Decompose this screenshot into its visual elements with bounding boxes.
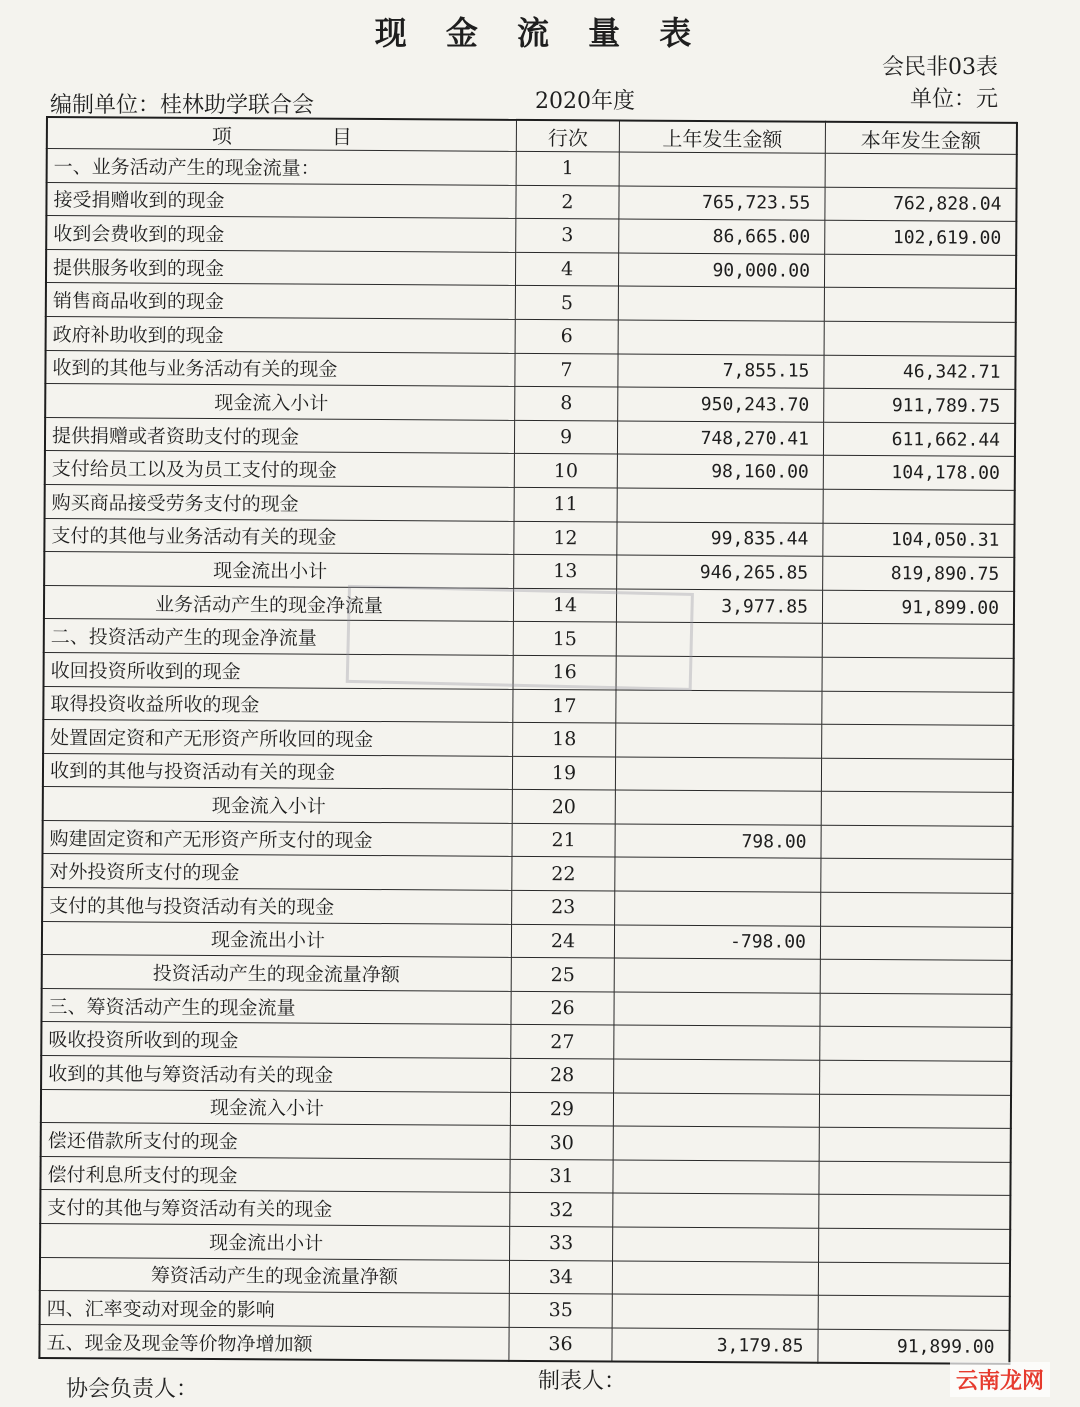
row-line-no: 22 xyxy=(512,857,615,891)
header-curr-year: 本年发生金额 xyxy=(825,122,1017,155)
row-item-label: 处置固定资和产无形资产所收回的现金 xyxy=(43,720,513,756)
row-prev-amount xyxy=(618,320,824,355)
row-item-label: 现金流入小计 xyxy=(43,787,513,823)
row-curr-amount xyxy=(821,825,1013,860)
row-item-label: 筹资活动产生的现金流量净额 xyxy=(40,1257,510,1293)
row-prev-amount: 86,665.00 xyxy=(619,219,825,254)
row-item-label: 一、业务活动产生的现金流量： xyxy=(47,149,517,185)
form-code: 会民非03表 xyxy=(882,55,998,80)
row-item-label: 购建固定资和产无形资产所支付的现金 xyxy=(42,820,512,856)
row-line-no: 11 xyxy=(514,487,617,521)
row-item-label: 收到的其他与投资活动有关的现金 xyxy=(43,753,513,789)
row-item-label: 二、投资活动产生的现金净流量 xyxy=(44,619,514,655)
row-line-no: 32 xyxy=(510,1193,613,1227)
row-prev-amount xyxy=(613,1126,819,1161)
row-item-label: 提供捐赠或者资助支付的现金 xyxy=(45,417,515,453)
row-prev-amount xyxy=(613,1227,819,1262)
row-curr-amount xyxy=(821,758,1013,793)
row-item-label: 收回投资所收到的现金 xyxy=(44,652,514,688)
row-line-no: 2 xyxy=(516,185,619,219)
row-curr-amount xyxy=(819,1127,1011,1162)
row-item-label: 销售商品收到的现金 xyxy=(46,283,516,319)
currency-unit: 单位：元 xyxy=(909,87,998,112)
row-line-no: 20 xyxy=(512,790,615,824)
row-prev-amount: 3,977.85 xyxy=(616,589,822,624)
row-curr-amount: 762,828.04 xyxy=(825,187,1017,222)
row-line-no: 21 xyxy=(512,823,615,857)
row-prev-amount xyxy=(612,1261,818,1296)
fiscal-year: 2020年度 xyxy=(535,89,635,114)
row-prev-amount: 98,160.00 xyxy=(617,454,823,489)
row-item-label: 支付给员工以及为员工支付的现金 xyxy=(45,451,515,487)
row-curr-amount xyxy=(825,153,1017,188)
cash-flow-sheet xyxy=(38,116,1018,1372)
row-curr-amount: 102,619.00 xyxy=(825,220,1017,255)
table-row xyxy=(39,1324,1009,1364)
row-curr-amount xyxy=(823,489,1015,524)
row-line-no: 24 xyxy=(511,924,614,958)
row-prev-amount: 748,270.41 xyxy=(617,421,823,456)
row-prev-amount: 3,179.85 xyxy=(612,1328,818,1363)
row-line-no: 3 xyxy=(516,219,619,253)
row-line-no: 6 xyxy=(515,319,618,353)
row-curr-amount xyxy=(824,288,1016,323)
row-curr-amount xyxy=(818,1262,1010,1297)
row-curr-amount xyxy=(819,1195,1011,1230)
association-leader-label: 协会负责人： xyxy=(66,1377,199,1402)
row-prev-amount: 765,723.55 xyxy=(619,186,825,221)
row-line-no: 35 xyxy=(509,1294,612,1328)
preparer-label: 制表人： xyxy=(538,1369,627,1394)
organization: 编制单位：桂林助学联合会 xyxy=(50,93,315,118)
row-item-label: 支付的其他与筹资活动有关的现金 xyxy=(40,1190,510,1226)
row-line-no: 9 xyxy=(514,420,617,454)
page-title: 现 金 流 量 表 xyxy=(374,14,706,52)
site-watermark: 云南龙网 xyxy=(950,1362,1050,1397)
row-item-label: 现金流出小计 xyxy=(40,1223,510,1259)
row-item-label: 现金流入小计 xyxy=(41,1089,511,1125)
row-line-no: 36 xyxy=(509,1327,612,1362)
row-item-label: 收到会费收到的现金 xyxy=(46,216,516,252)
row-prev-amount xyxy=(615,891,821,926)
row-prev-amount xyxy=(615,790,821,825)
row-curr-amount xyxy=(821,792,1013,827)
row-item-label: 四、汇率变动对现金的影响 xyxy=(40,1291,510,1327)
row-line-no: 29 xyxy=(510,1092,613,1126)
row-item-label: 现金流入小计 xyxy=(45,384,515,420)
row-curr-amount: 104,050.31 xyxy=(823,523,1015,558)
row-curr-amount: 911,789.75 xyxy=(824,388,1016,423)
row-curr-amount xyxy=(819,1060,1011,1095)
row-item-label: 支付的其他与业务活动有关的现金 xyxy=(44,518,514,554)
row-curr-amount xyxy=(818,1228,1010,1263)
row-prev-amount xyxy=(615,857,821,892)
header-line-no: 行次 xyxy=(516,120,619,152)
row-curr-amount: 91,899.00 xyxy=(818,1329,1010,1364)
row-curr-amount xyxy=(822,724,1014,759)
row-item-label: 偿付利息所支付的现金 xyxy=(40,1156,510,1192)
row-curr-amount xyxy=(822,657,1014,692)
row-line-no: 7 xyxy=(515,353,618,387)
row-line-no: 28 xyxy=(511,1058,614,1092)
row-item-label: 投资活动产生的现金流量净额 xyxy=(42,955,512,991)
row-prev-amount: 99,835.44 xyxy=(617,522,823,557)
row-prev-amount xyxy=(613,1093,819,1128)
row-line-no: 23 xyxy=(512,890,615,924)
row-curr-amount xyxy=(819,1094,1011,1129)
cash-flow-table xyxy=(38,116,1018,1365)
row-line-no: 10 xyxy=(514,454,617,488)
row-line-no: 14 xyxy=(513,588,616,622)
row-item-label: 购买商品接受劳务支付的现金 xyxy=(45,484,515,520)
row-prev-amount xyxy=(616,689,822,724)
row-curr-amount xyxy=(820,926,1012,961)
row-line-no: 16 xyxy=(513,655,616,689)
row-line-no: 4 xyxy=(516,252,619,286)
row-curr-amount xyxy=(818,1295,1010,1330)
row-line-no: 15 xyxy=(513,622,616,656)
row-item-label: 现金流出小计 xyxy=(42,921,512,957)
row-item-label: 偿还借款所支付的现金 xyxy=(41,1123,511,1159)
row-line-no: 33 xyxy=(510,1226,613,1260)
row-prev-amount xyxy=(613,1160,819,1195)
row-line-no: 27 xyxy=(511,1025,614,1059)
row-curr-amount: 46,342.71 xyxy=(824,355,1016,390)
row-curr-amount: 819,890.75 xyxy=(823,556,1015,591)
row-item-label: 支付的其他与投资活动有关的现金 xyxy=(42,888,512,924)
row-prev-amount: 798.00 xyxy=(615,824,821,859)
row-line-no: 13 xyxy=(514,554,617,588)
row-item-label: 提供服务收到的现金 xyxy=(46,249,516,285)
row-prev-amount xyxy=(613,1193,819,1228)
row-line-no: 25 xyxy=(511,958,614,992)
header-prev-year: 上年发生金额 xyxy=(619,121,825,154)
row-prev-amount xyxy=(615,757,821,792)
row-curr-amount xyxy=(824,254,1016,289)
row-prev-amount: 946,265.85 xyxy=(617,555,823,590)
row-prev-amount xyxy=(614,1059,820,1094)
row-line-no: 19 xyxy=(512,756,615,790)
row-line-no: 17 xyxy=(513,689,616,723)
row-line-no: 31 xyxy=(510,1159,613,1193)
row-curr-amount xyxy=(822,691,1014,726)
row-line-no: 34 xyxy=(509,1260,612,1294)
row-line-no: 1 xyxy=(516,151,619,185)
row-curr-amount: 611,662.44 xyxy=(823,422,1015,457)
row-curr-amount xyxy=(821,892,1013,927)
row-line-no: 5 xyxy=(515,286,618,320)
row-line-no: 26 xyxy=(511,991,614,1025)
row-item-label: 吸收投资所收到的现金 xyxy=(41,1022,511,1058)
row-prev-amount xyxy=(612,1294,818,1329)
row-prev-amount xyxy=(619,152,825,187)
row-item-label: 收到的其他与业务活动有关的现金 xyxy=(45,350,515,386)
row-prev-amount: 950,243.70 xyxy=(618,387,824,422)
row-prev-amount xyxy=(617,488,823,523)
row-line-no: 8 xyxy=(515,387,618,421)
row-item-label: 现金流出小计 xyxy=(44,552,514,588)
row-prev-amount xyxy=(614,992,820,1027)
row-curr-amount xyxy=(819,1161,1011,1196)
row-curr-amount xyxy=(820,1027,1012,1062)
row-curr-amount: 91,899.00 xyxy=(822,590,1014,625)
row-prev-amount: 90,000.00 xyxy=(618,253,824,288)
row-item-label: 接受捐赠收到的现金 xyxy=(46,182,516,218)
row-line-no: 12 xyxy=(514,521,617,555)
row-prev-amount xyxy=(616,723,822,758)
row-prev-amount xyxy=(614,1025,820,1060)
row-prev-amount: -798.00 xyxy=(614,925,820,960)
row-curr-amount xyxy=(820,959,1012,994)
row-curr-amount: 104,178.00 xyxy=(823,456,1015,491)
row-curr-amount xyxy=(822,624,1014,659)
row-line-no: 18 xyxy=(513,722,616,756)
row-curr-amount xyxy=(821,859,1013,894)
row-prev-amount xyxy=(618,286,824,321)
faded-stamp xyxy=(346,585,694,691)
row-item-label: 对外投资所支付的现金 xyxy=(42,854,512,890)
row-item-label: 五、现金及现金等价物净增加额 xyxy=(39,1324,509,1361)
row-item-label: 取得投资收益所收的现金 xyxy=(43,686,513,722)
row-item-label: 三、筹资活动产生的现金流量 xyxy=(41,988,511,1024)
row-prev-amount xyxy=(614,958,820,993)
row-line-no: 30 xyxy=(510,1126,613,1160)
row-item-label: 业务活动产生的现金净流量 xyxy=(44,585,514,621)
row-prev-amount: 7,855.15 xyxy=(618,354,824,389)
row-item-label: 政府补助收到的现金 xyxy=(46,316,516,352)
header-item: 项 目 xyxy=(47,117,517,151)
row-curr-amount xyxy=(824,321,1016,356)
row-item-label: 收到的其他与筹资活动有关的现金 xyxy=(41,1056,511,1092)
row-curr-amount xyxy=(820,993,1012,1028)
